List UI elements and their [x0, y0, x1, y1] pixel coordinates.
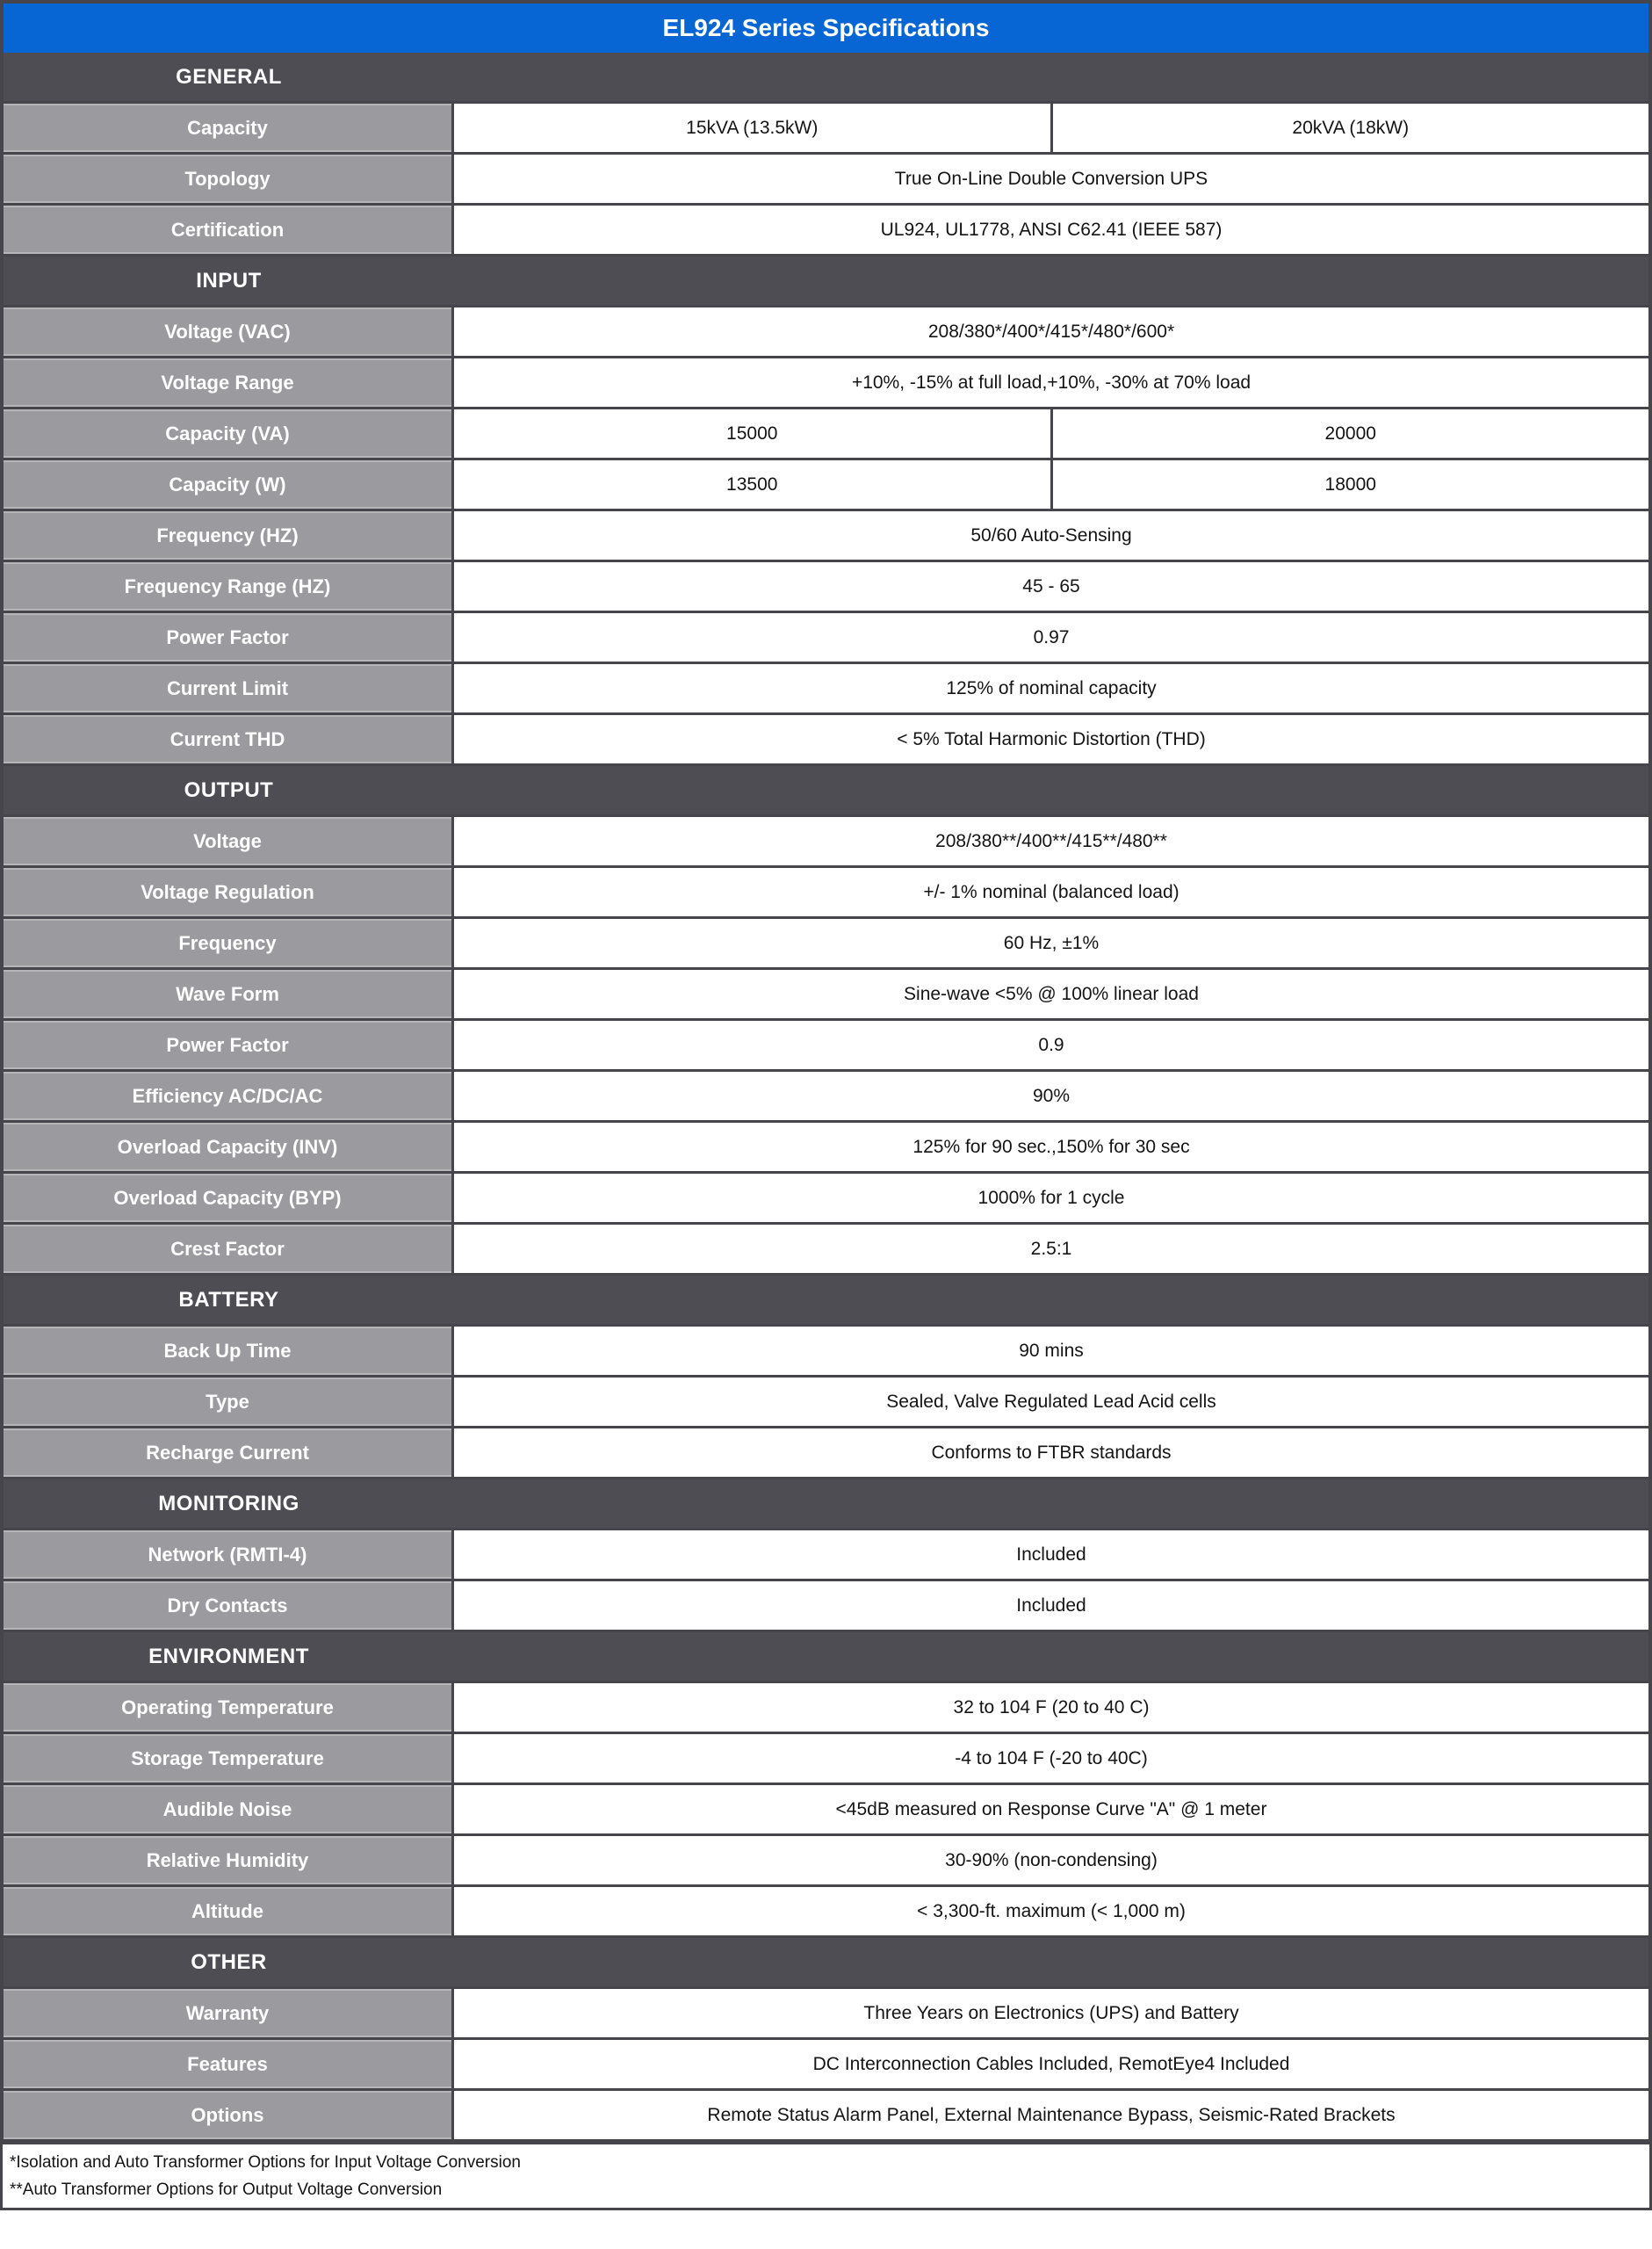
row-label-options: Options	[4, 2091, 454, 2139]
row-label-efficiency-ac-dc-ac: Efficiency AC/DC/AC	[4, 1072, 454, 1120]
section-row-battery	[4, 1276, 1648, 1327]
row-label-capacity: Capacity	[4, 104, 454, 152]
spec-row-altitude	[4, 1887, 1648, 1938]
spec-row-voltage-vac	[4, 307, 1648, 358]
row-label-voltage-regulation: Voltage Regulation	[4, 868, 454, 916]
row-value-voltage-regulation: +/- 1% nominal (balanced load)	[454, 868, 1648, 916]
row-label-recharge-current: Recharge Current	[4, 1428, 454, 1477]
spec-row-frequency	[4, 919, 1648, 970]
row-value-dry-contacts: Included	[454, 1581, 1648, 1630]
spec-rows	[4, 53, 1648, 2142]
spec-row-power-factor	[4, 613, 1648, 664]
footnote-output-voltage: **Auto Transformer Options for Output Voltage Conversion	[10, 2180, 443, 2199]
section-row-other	[4, 1938, 1648, 1989]
spec-row-capacity-w	[4, 460, 1648, 511]
section-header-general: GENERAL	[176, 64, 282, 89]
section-header-battery: BATTERY	[178, 1287, 279, 1312]
spec-row-relative-humidity	[4, 1836, 1648, 1887]
row-value-power-factor: 0.97	[454, 613, 1648, 662]
row-value-overload-capacity-byp: 1000% for 1 cycle	[454, 1174, 1648, 1222]
spec-row-recharge-current	[4, 1428, 1648, 1479]
spec-row-frequency-range-hz	[4, 562, 1648, 613]
row-label-capacity-w: Capacity (W)	[4, 460, 454, 509]
page-title: EL924 Series Specifications	[4, 4, 1648, 53]
row-value-voltage-vac: 208/380*/400*/415*/480*/600*	[454, 307, 1648, 356]
row-label-frequency-hz: Frequency (HZ)	[4, 511, 454, 560]
spec-row-current-thd	[4, 715, 1648, 766]
row-value-overload-capacity-inv: 125% for 90 sec.,150% for 30 sec	[454, 1123, 1648, 1171]
row-label-storage-temperature: Storage Temperature	[4, 1734, 454, 1783]
row-label-current-limit: Current Limit	[4, 664, 454, 712]
row-value-features: DC Interconnection Cables Included, RemotEye4 Included	[454, 2040, 1648, 2088]
section-header-output: OUTPUT	[184, 777, 274, 802]
row-label-network-rmti-4: Network (RMTI-4)	[4, 1530, 454, 1579]
row-label-certification: Certification	[4, 206, 454, 254]
spec-row-options	[4, 2091, 1648, 2142]
spec-row-topology	[4, 155, 1648, 206]
section-header-input: INPUT	[196, 268, 262, 293]
spec-row-overload-capacity-byp	[4, 1174, 1648, 1225]
row-label-current-thd: Current THD	[4, 715, 454, 763]
row-label-audible-noise: Audible Noise	[4, 1785, 454, 1833]
spec-row-current-limit	[4, 664, 1648, 715]
spec-row-overload-capacity-inv	[4, 1123, 1648, 1174]
row-value-voltage: 208/380**/400**/415**/480**	[454, 817, 1648, 865]
row-value-storage-temperature: -4 to 104 F (-20 to 40C)	[454, 1734, 1648, 1783]
row-value-network-rmti-4: Included	[454, 1530, 1648, 1579]
row-label-type: Type	[4, 1378, 454, 1426]
row-value-current-limit: 125% of nominal capacity	[454, 664, 1648, 712]
row-label-operating-temperature: Operating Temperature	[4, 1683, 454, 1732]
row-value-capacity-va-col1: 15000	[454, 409, 1050, 458]
row-label-altitude: Altitude	[4, 1887, 454, 1935]
row-value-wave-form: Sine-wave <5% @ 100% linear load	[454, 970, 1648, 1018]
row-value-altitude: < 3,300-ft. maximum (< 1,000 m)	[454, 1887, 1648, 1935]
row-value-capacity-w-col1: 13500	[454, 460, 1050, 509]
row-label-overload-capacity-byp: Overload Capacity (BYP)	[4, 1174, 454, 1222]
row-label-overload-capacity-inv: Overload Capacity (INV)	[4, 1123, 454, 1171]
row-value-relative-humidity: 30-90% (non-condensing)	[454, 1836, 1648, 1884]
spec-row-operating-temperature	[4, 1683, 1648, 1734]
spec-row-power-factor	[4, 1021, 1648, 1072]
spec-row-dry-contacts	[4, 1581, 1648, 1632]
row-value-current-thd: < 5% Total Harmonic Distortion (THD)	[454, 715, 1648, 763]
section-row-monitoring	[4, 1479, 1648, 1530]
row-label-crest-factor: Crest Factor	[4, 1225, 454, 1273]
section-header-monitoring: MONITORING	[158, 1491, 299, 1515]
row-value-type: Sealed, Valve Regulated Lead Acid cells	[454, 1378, 1648, 1426]
section-row-input	[4, 257, 1648, 307]
row-value-efficiency-ac-dc-ac: 90%	[454, 1072, 1648, 1120]
footnote-input-voltage: *Isolation and Auto Transformer Options for Input Voltage Conversion	[10, 2153, 521, 2172]
spec-row-efficiency-ac-dc-ac	[4, 1072, 1648, 1123]
row-label-power-factor: Power Factor	[4, 613, 454, 662]
row-value-operating-temperature: 32 to 104 F (20 to 40 C)	[454, 1683, 1648, 1732]
row-label-topology: Topology	[4, 155, 454, 203]
row-label-features: Features	[4, 2040, 454, 2088]
section-row-general	[4, 53, 1648, 104]
row-label-relative-humidity: Relative Humidity	[4, 1836, 454, 1884]
spec-row-voltage-regulation	[4, 868, 1648, 919]
spec-row-warranty	[4, 1989, 1648, 2040]
spec-row-back-up-time	[4, 1327, 1648, 1378]
spec-row-frequency-hz	[4, 511, 1648, 562]
row-label-back-up-time: Back Up Time	[4, 1327, 454, 1375]
row-label-dry-contacts: Dry Contacts	[4, 1581, 454, 1630]
row-label-frequency: Frequency	[4, 919, 454, 967]
row-value-frequency: 60 Hz, ±1%	[454, 919, 1648, 967]
spec-row-network-rmti-4	[4, 1530, 1648, 1581]
row-value-recharge-current: Conforms to FTBR standards	[454, 1428, 1648, 1477]
row-label-capacity-va: Capacity (VA)	[4, 409, 454, 458]
row-value-voltage-range: +10%, -15% at full load,+10%, -30% at 70% load	[454, 358, 1648, 407]
row-value-capacity-col2: 20kVA (18kW)	[1050, 104, 1649, 152]
section-row-output	[4, 766, 1648, 817]
spec-row-type	[4, 1378, 1648, 1428]
row-value-options: Remote Status Alarm Panel, External Maintenance Bypass, Seismic-Rated Brackets	[454, 2091, 1648, 2139]
row-value-capacity-w-col2: 18000	[1050, 460, 1649, 509]
spec-row-storage-temperature	[4, 1734, 1648, 1785]
spec-row-voltage	[4, 817, 1648, 868]
row-label-voltage-vac: Voltage (VAC)	[4, 307, 454, 356]
spec-row-capacity-va	[4, 409, 1648, 460]
row-label-voltage-range: Voltage Range	[4, 358, 454, 407]
spec-row-audible-noise	[4, 1785, 1648, 1836]
row-value-frequency-hz: 50/60 Auto-Sensing	[454, 511, 1648, 560]
spec-row-capacity	[4, 104, 1648, 155]
spec-row-voltage-range	[4, 358, 1648, 409]
row-value-audible-noise: <45dB measured on Response Curve "A" @ 1 meter	[454, 1785, 1648, 1833]
row-value-warranty: Three Years on Electronics (UPS) and Battery	[454, 1989, 1648, 2037]
footnotes-block	[0, 2142, 1652, 2210]
section-header-other: OTHER	[191, 1949, 267, 1974]
row-value-certification: UL924, UL1778, ANSI C62.41 (IEEE 587)	[454, 206, 1648, 254]
row-value-topology: True On-Line Double Conversion UPS	[454, 155, 1648, 203]
row-value-back-up-time: 90 mins	[454, 1327, 1648, 1375]
row-value-frequency-range-hz: 45 - 65	[454, 562, 1648, 611]
row-value-crest-factor: 2.5:1	[454, 1225, 1648, 1273]
row-label-voltage: Voltage	[4, 817, 454, 865]
row-label-frequency-range-hz: Frequency Range (HZ)	[4, 562, 454, 611]
spec-row-wave-form	[4, 970, 1648, 1021]
spec-row-certification	[4, 206, 1648, 257]
row-label-power-factor: Power Factor	[4, 1021, 454, 1069]
row-label-warranty: Warranty	[4, 1989, 454, 2037]
row-label-wave-form: Wave Form	[4, 970, 454, 1018]
section-row-environment	[4, 1632, 1648, 1683]
row-value-power-factor: 0.9	[454, 1021, 1648, 1069]
spec-row-features	[4, 2040, 1648, 2091]
row-value-capacity-col1: 15kVA (13.5kW)	[454, 104, 1050, 152]
row-value-capacity-va-col2: 20000	[1050, 409, 1649, 458]
section-header-environment: ENVIRONMENT	[148, 1644, 309, 1668]
spec-row-crest-factor	[4, 1225, 1648, 1276]
